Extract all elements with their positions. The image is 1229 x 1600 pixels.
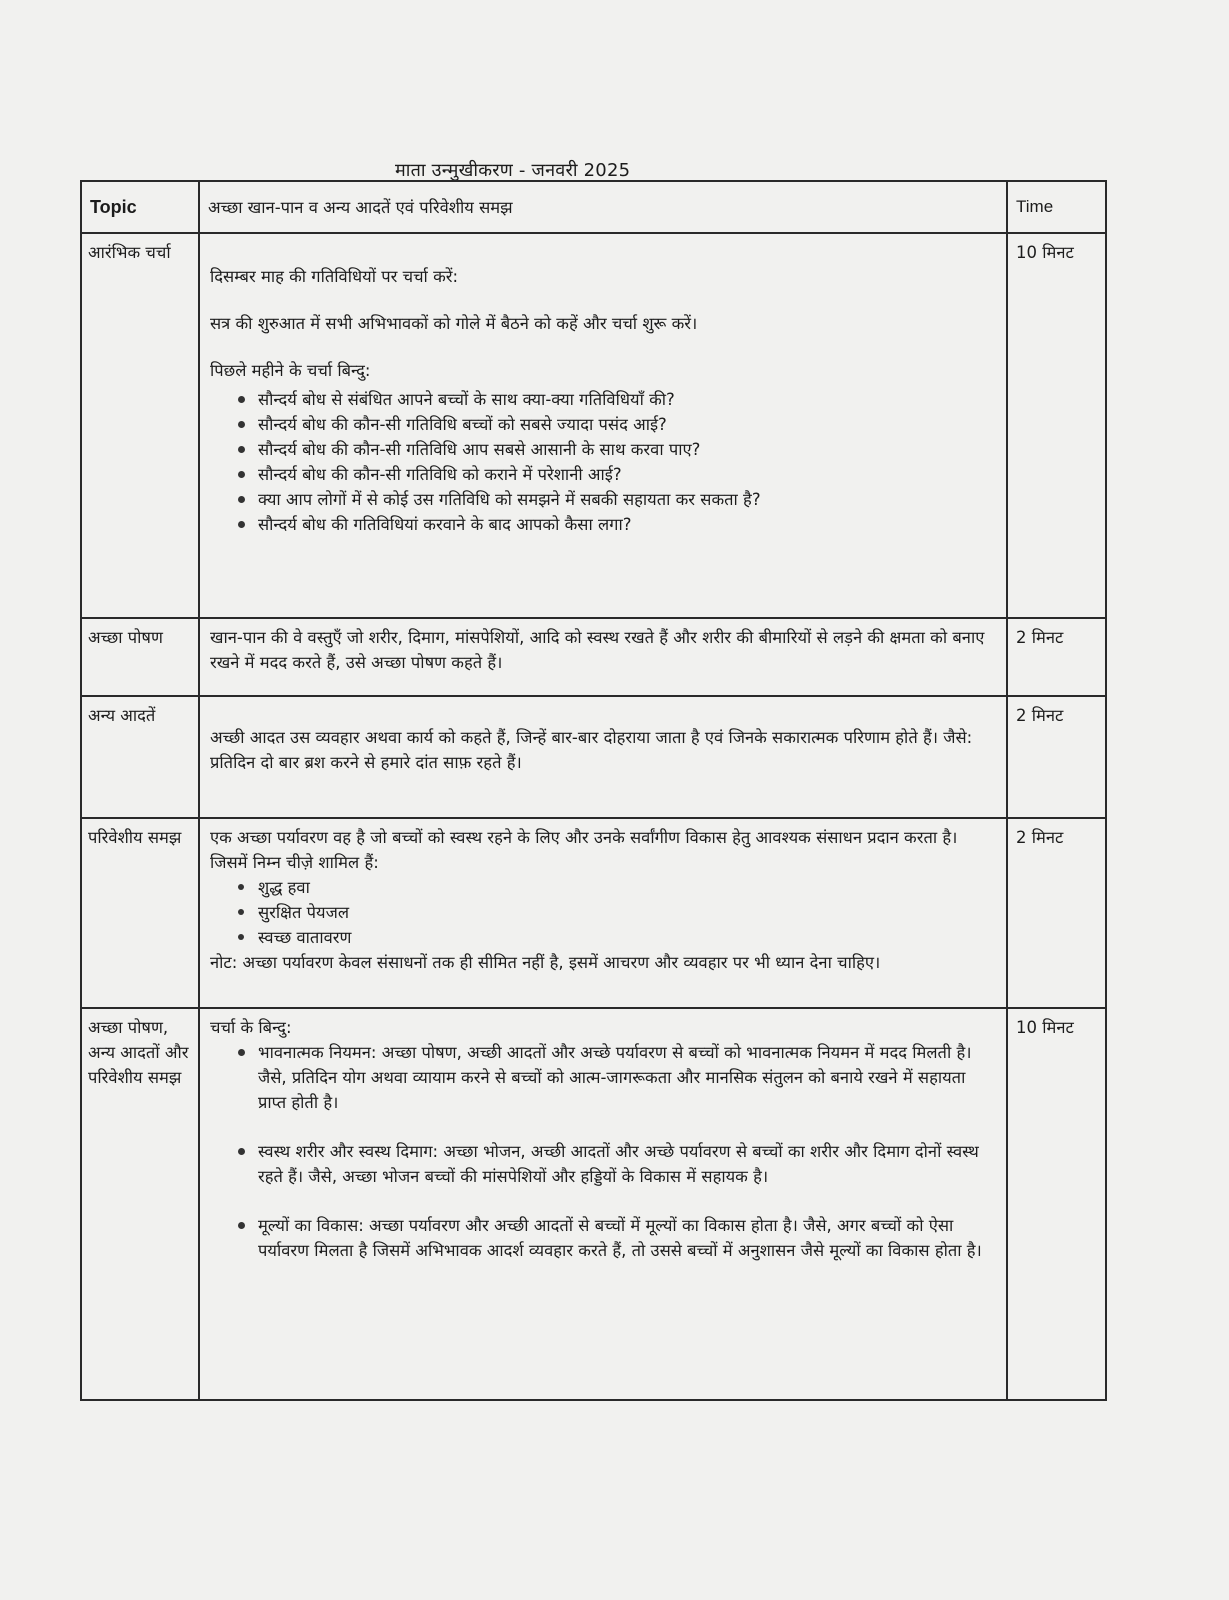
list-item: मूल्यों का विकास: अच्छा पर्यावरण और अच्छी आदतों से बच्चों में मूल्यों का विकास होता है। जैसे, अगर बच्चों को ऐसा पर्यावरण मिलता है जिसमें अभिभावक आदर्श व्यवहार करते हैं, तो उससे बच्चों में अनुशासन जैसे मूल्यों का विकास होता है। [258, 1213, 996, 1263]
table-row [81, 1008, 1106, 1400]
table-row [81, 818, 1106, 1008]
row-time: 2 मिनट [1007, 818, 1106, 1008]
list-item: सुरक्षित पेयजल [258, 900, 996, 925]
row-time: 2 मिनट [1007, 696, 1106, 818]
topic-title: अच्छा खान-पान व अन्य आदतें एवं परिवेशीय समझ [199, 181, 1007, 233]
row-time: 2 मिनट [1007, 618, 1106, 696]
table-row [81, 696, 1106, 818]
intro-text: दिसम्बर माह की गतिविधियों पर चर्चा करें: [210, 267, 459, 286]
row-content: खान-पान की वे वस्तुएँ जो शरीर, दिमाग, मांसपेशियों, आदि को स्वस्थ रखते हैं और शरीर की बीमारियों से लड़ने की क्षमता को बनाए रखने में मदद करते हैं, उसे अच्छा पोषण कहते हैं। [199, 618, 1007, 696]
time-header: Time [1007, 181, 1106, 233]
list-item: सौन्दर्य बोध की कौन-सी गतिविधि बच्चों को सबसे ज्यादा पसंद आई? [258, 412, 996, 437]
row-label: परिवेशीय समझ [81, 818, 199, 1008]
environment-text: एक अच्छा पर्यावरण वह है जो बच्चों को स्वस्थ रहने के लिए और उनके सर्वांगीण विकास हेतु आवश्यक संसाधन प्रदान करता है। जिसमें निम्न चीज़े शामिल हैं: [210, 828, 958, 872]
list-item: सौन्दर्य बोध की गतिविधियां करवाने के बाद आपको कैसा लगा? [258, 512, 996, 537]
points-heading: पिछले महीने के चर्चा बिन्दु: [210, 361, 371, 380]
discussion-list [210, 387, 996, 537]
list-item: स्वच्छ वातावरण [258, 925, 996, 950]
row-label: अन्य आदतें [81, 696, 199, 818]
list-item: सौन्दर्य बोध से संबंधित आपने बच्चों के साथ क्या-क्या गतिविधियाँ की? [258, 387, 996, 412]
topic-header: Topic [81, 181, 199, 233]
list-item: क्या आप लोगों में से कोई उस गतिविधि को समझने में सबकी सहायता कर सकता है? [258, 487, 996, 512]
discussion-list [210, 1040, 996, 1263]
row-content [199, 696, 1007, 818]
page-title: माता उन्मुखीकरण - जनवरी 2025 [395, 160, 631, 181]
row-time: 10 मिनट [1007, 1008, 1106, 1400]
list-item: सौन्दर्य बोध की कौन-सी गतिविधि को कराने में परेशानी आई? [258, 462, 996, 487]
list-item: सौन्दर्य बोध की कौन-सी गतिविधि आप सबसे आसानी के साथ करवा पाए? [258, 437, 996, 462]
table-row [81, 233, 1106, 618]
list-item: शुद्ध हवा [258, 875, 996, 900]
table-row [81, 618, 1106, 696]
row-label: अच्छा पोषण, अन्य आदतों और परिवेशीय समझ [81, 1008, 199, 1400]
list-item: भावनात्मक नियमन: अच्छा पोषण, अच्छी आदतों और अच्छे पर्यावरण से बच्चों को भावनात्मक नियमन में मदद मिलती है। जैसे, प्रतिदिन योग अथवा व्यायाम करने से बच्चों को आत्म-जागरूकता और मानसिक संतुलन को बनाये रखने में सहायता प्राप्त होती है। [258, 1040, 996, 1115]
list-item: स्वस्थ शरीर और स्वस्थ दिमाग: अच्छा भोजन, अच्छी आदतों और अच्छे पर्यावरण से बच्चों का शरीर और दिमाग दोनों स्वस्थ रहते हैं। जैसे, अच्छा भोजन बच्चों की मांसपेशियों और हड्डियों के विकास में सहायक है। [258, 1139, 996, 1189]
row-time: 10 मिनट [1007, 233, 1106, 618]
row-content [199, 1008, 1007, 1400]
session-instruction: सत्र की शुरुआत में सभी अभिभावकों को गोले में बैठने को कहें और चर्चा शुरू करें। [210, 314, 698, 333]
note-text: नोट: अच्छा पर्यावरण केवल संसाधनों तक ही सीमित नहीं है, इसमें आचरण और व्यवहार पर भी ध्यान देना चाहिए। [210, 953, 881, 972]
intro-text: चर्चा के बिन्दु: [210, 1018, 292, 1037]
environment-list [210, 875, 996, 950]
habit-text: अच्छी आदत उस व्यवहार अथवा कार्य को कहते हैं, जिन्हें बार-बार दोहराया जाता है एवं जिनके सकारात्मक परिणाम होते हैं। जैसे: प्रतिदिन दो बार ब्रश करने से हमारे दांत साफ़ रहते हैं। [210, 728, 973, 772]
row-label: आरंभिक चर्चा [81, 233, 199, 618]
session-plan-table [80, 180, 1107, 1401]
row-label: अच्छा पोषण [81, 618, 199, 696]
row-content [199, 818, 1007, 1008]
row-content [199, 233, 1007, 618]
header-row [81, 181, 1106, 233]
